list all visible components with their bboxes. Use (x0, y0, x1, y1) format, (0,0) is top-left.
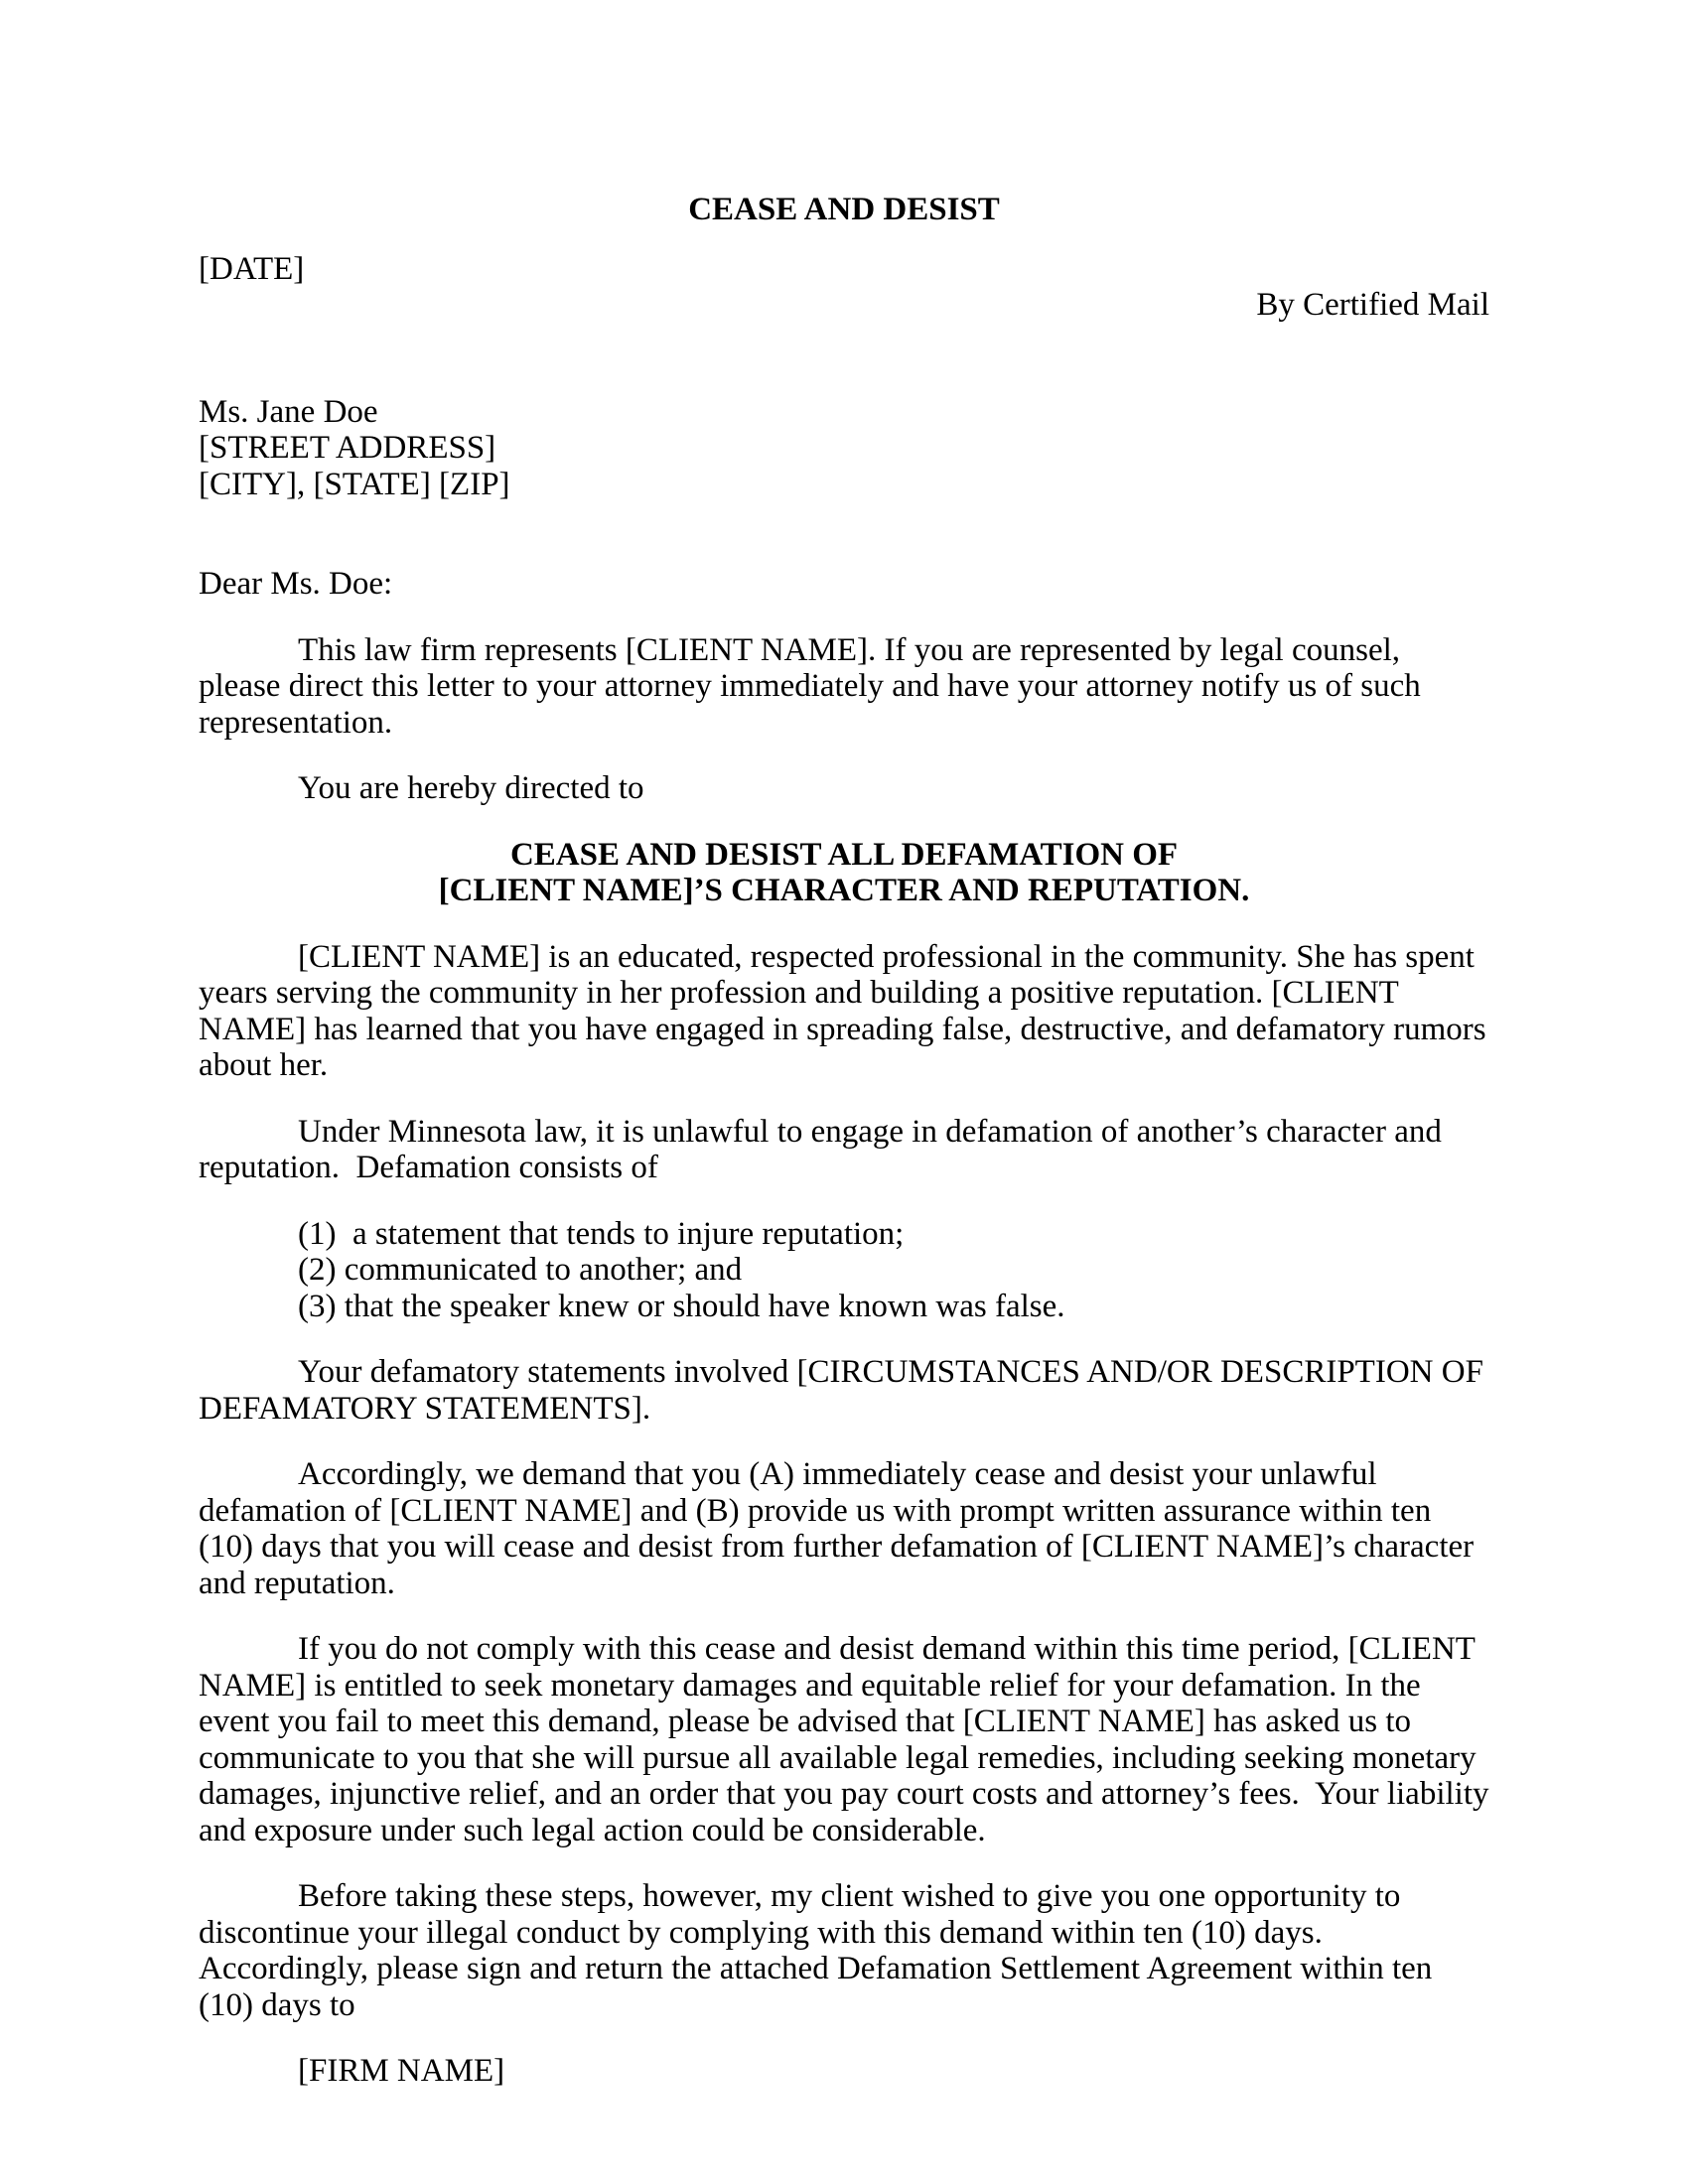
recipient-city-state-zip: [CITY], [STATE] [ZIP] (199, 466, 510, 502)
paragraph-statements: Your defamatory statements involved [CIRCUMSTANCES AND/OR DESCRIPTION OF DEFAMATORY STATEMENTS]. (199, 1354, 1492, 1427)
delivery-method: By Certified Mail (1256, 287, 1489, 323)
list-item-statement: (1) a statement that tends to injure reputation; (298, 1215, 905, 1252)
date-line: [DATE] (199, 250, 305, 287)
paragraph-intro: This law firm represents [CLIENT NAME]. If you are represented by legal counsel, please direct this letter to your attorney immediately and have your attorney notify us of such representation. (199, 631, 1429, 741)
directive-heading-line-2: [CLIENT NAME]’S CHARACTER AND REPUTATION. (438, 873, 1250, 908)
directive-lead: You are hereby directed to (298, 770, 644, 806)
salutation: Dear Ms. Doe: (199, 566, 393, 602)
directive-heading-line-1: CEASE AND DESIST ALL DEFAMATION OF (509, 836, 1179, 873)
paragraph-law: Under Minnesota law, it is unlawful to engage in defamation of another’s character and reputation. Defamation consists of (199, 1113, 1451, 1185)
recipient-street: [STREET ADDRESS] (199, 430, 496, 466)
paragraph-noncompliance: If you do not comply with this cease and desist demand within this time period, [CLIENT NAME] is entitled to seek monetary damages and equitable relief for your defamation. In the event you fail to meet this demand, please be advised that [CLIENT NAME] has asked us to communicate to you that she will pursue all available legal remedies, including seeking monetary damages, injunctive relief, and an order that you pay court costs and attorney’s fees. Your liability and exposure under such legal action could be considerable. (199, 1631, 1497, 1848)
paragraph-demand: Accordingly, we demand that you (A) immediately cease and desist your unlawful defamation of [CLIENT NAME] and (B) provide us with prompt written assurance within ten (10) days that you will cease and desist from further defamation of [CLIENT NAME]’s character and reputation. (199, 1456, 1482, 1601)
defamation-elements-list (199, 1216, 1489, 1325)
list-item-communicated: (2) communicated to another; and (298, 1252, 743, 1288)
paragraph-opportunity: Before taking these steps, however, my client wished to give you one opportunity to discontinue your illegal conduct by complying with this demand within ten (10) days. Accordingly, please sign and return the attached Defamation Settlement Agreement within ten (10) days to (199, 1878, 1441, 2023)
letter-title: CEASE AND DESIST (688, 192, 1000, 227)
list-item-false: (3) that the speaker knew or should have known was false. (298, 1288, 1065, 1324)
recipient-address-block (199, 394, 1489, 503)
firm-name: [FIRM NAME] (298, 2053, 505, 2089)
recipient-name: Ms. Jane Doe (199, 393, 378, 430)
paragraph-background: [CLIENT NAME] is an educated, respected professional in the community. She has spent years serving the community in her profession and building a positive reputation. [CLIENT NAME] has learned that you have engaged in spreading false, destructive, and defamatory rumors about her. (199, 938, 1494, 1083)
directive-heading (199, 837, 1489, 909)
